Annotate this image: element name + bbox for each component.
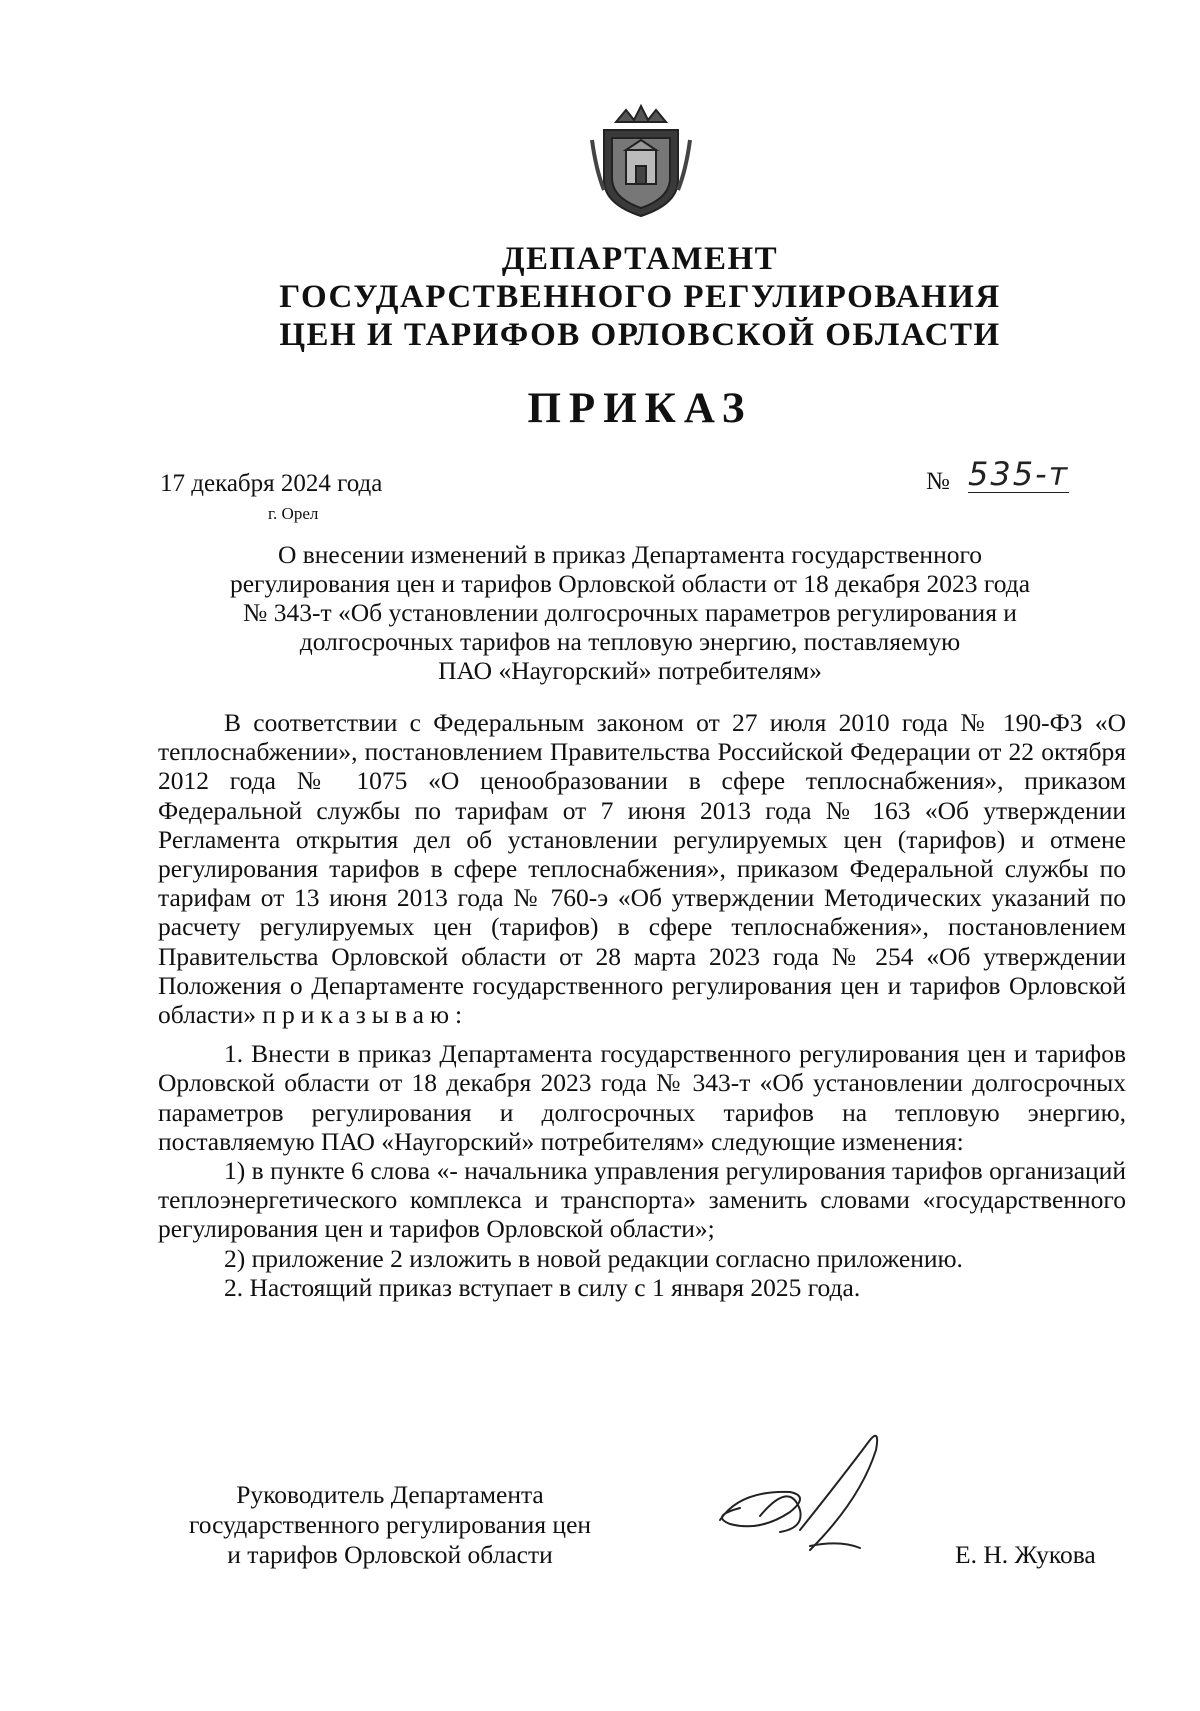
preamble-paragraph	[158, 708, 1126, 1029]
order-word: приказываю:	[262, 1000, 469, 1030]
signatory-name: Е. Н. Жукова	[955, 1540, 1096, 1569]
document-date: 17 декабря 2024 года	[160, 470, 383, 497]
department-line: ДЕПАРТАМЕНТ	[501, 241, 779, 277]
coat-of-arms-emblem	[586, 100, 696, 220]
handwritten-signature	[700, 1420, 910, 1560]
position-line: Руководитель Департамента	[236, 1480, 544, 1509]
subject-line: № 343-т «Об установлении долгосрочных параметров регулирования и	[243, 598, 1017, 627]
document-city: г. Орел	[268, 504, 319, 523]
document-type-title: ПРИКАЗ	[527, 385, 753, 432]
item-1-sub-1: 1) в пункте 6 слова «- начальника управления регулирования тарифов организаций теплоэнергетического комплекса и транспорта» заменить словами «государственного регулирования цен и тарифов Орловской области»;	[158, 1156, 1126, 1244]
item-2: 2. Настоящий приказ вступает в силу с 1 января 2025 года.	[224, 1272, 861, 1302]
position-line: и тарифов Орловской области	[227, 1540, 553, 1569]
preamble-text: В соответствии с Федеральным законом от 27 июля 2010 года № 190-ФЗ «О теплоснабжении», постановлением Правительства Российской Федерации от 22 октября 2012 года № 1075 «О ценообразовании в сфере теплоснабжения», приказом Федеральной службы по тарифам от 7 июня 2013 года № 163 «Об утверждении Регламента открытия дел об установлении регулируемых цен (тарифов) и отмене регулирования тарифов в сфере теплоснабжения», приказом Федеральной службы по тарифам от 13 июня 2013 года № 760-э «Об утверждении Методических указаний по расчету регулируемых цен (тарифов) в сфере теплоснабжения», постановлением Правительства Орловской области от 28 марта 2023 года № 254 «Об утверждении Положения о Департаменте государственного регулирования цен и тарифов Орловской области»	[158, 708, 1126, 1030]
document-number-label: №	[926, 468, 950, 495]
signatory-position	[150, 1480, 630, 1570]
item-1: 1. Внести в приказ Департамента государственного регулирования цен и тарифов Орловской области от 18 декабря 2023 года № 343-т «Об установлении долгосрочных параметров регулирования и долгосрочных тарифов на тепловую энергию, поставляемую ПАО «Наугорский» потребителям» следующие изменения:	[158, 1039, 1126, 1156]
department-line: ЦЕН И ТАРИФОВ ОРЛОВСКОЙ ОБЛАСТИ	[279, 317, 1001, 353]
subject-line: долгосрочных тарифов на тепловую энергию, поставляемую	[299, 627, 961, 656]
position-line: государственного регулирования цен	[188, 1510, 592, 1539]
subject-line: ПАО «Наугорский» потребителям»	[438, 656, 822, 685]
department-line: ГОСУДАРСТВЕННОГО РЕГУЛИРОВАНИЯ	[279, 279, 1001, 315]
document-number-handwritten: 535-т	[968, 455, 1070, 493]
document-subject	[160, 540, 1100, 685]
document-body	[158, 708, 1126, 1302]
subject-line: О внесении изменений в приказ Департамента государственного	[277, 540, 983, 569]
item-1-sub-2: 2) приложение 2 изложить в новой редакции согласно приложению.	[224, 1243, 963, 1273]
department-header	[200, 240, 1080, 354]
subject-line: регулирования цен и тарифов Орловской области от 18 декабря 2023 года	[229, 569, 1031, 598]
